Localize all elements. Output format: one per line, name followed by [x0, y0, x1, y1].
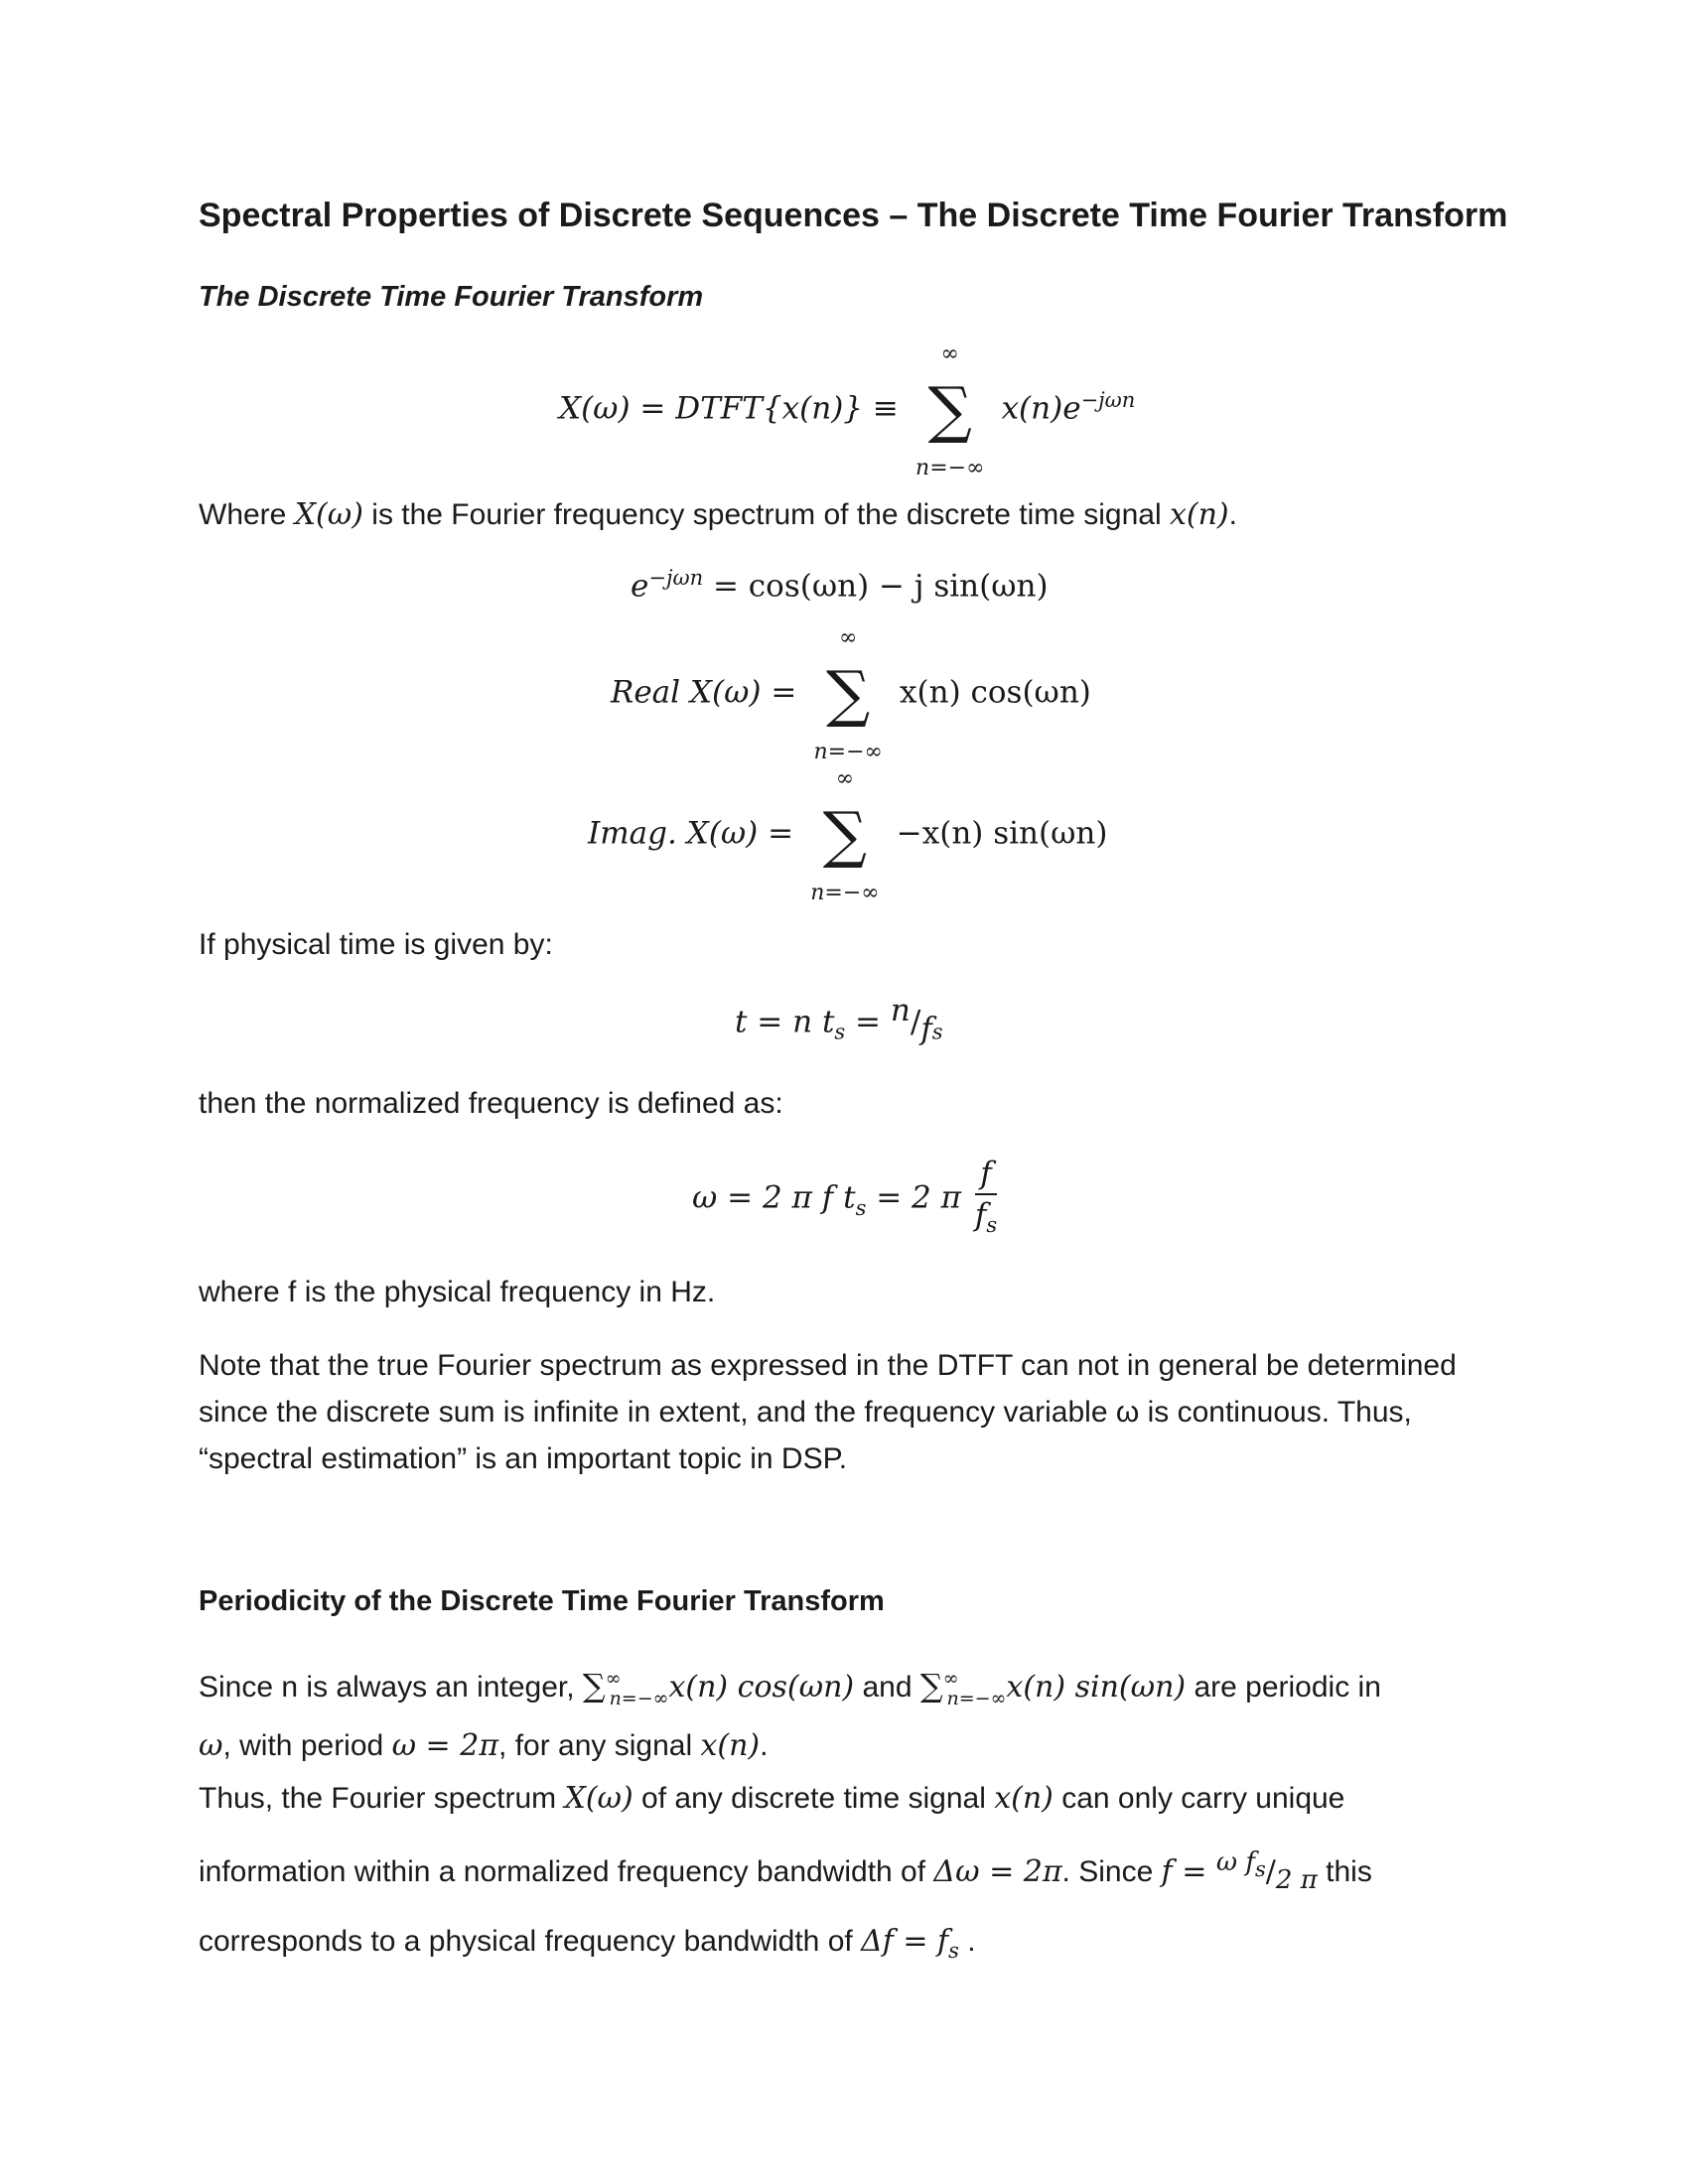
page-title: Spectral Properties of Discrete Sequences – The Discrete Time Fourier Transform: [199, 197, 1508, 234]
dtft-exponent: −jωn: [1080, 388, 1136, 413]
paragraph-physical-bandwidth: corresponds to a physical frequency bandwidth of $\Delta f = f_s$ .: [199, 1924, 976, 1963]
equation-omega: ω = 2 π f $t_s = 2$ π $\frac{f}{f_s}$: [692, 1154, 1001, 1245]
dtft-lhs: X(ω) = DTFT{x(n)} ≡: [559, 390, 899, 427]
summation-symbol: ∞ ∑ n=−∞: [810, 766, 880, 905]
paragraph-bandwidth: information within a normalized frequency bandwidth of Δω = 2π. Since $f = ^{\omega f_s}/_{2 \pi}$ this: [199, 1847, 1372, 1895]
paragraph-spectrum-unique: Thus, the Fourier spectrum X(ω) of any discrete time signal x(n) can only carry unique: [199, 1781, 1345, 1816]
dtft-rhs: x(n)e: [1001, 390, 1081, 427]
paragraph-periodicity: Since n is always an integer, $\sum^\infty_{n=-\infty}x(n)$ cos(ωn) and $\sum^\infty_{n=-\infty}x(n)$ sin(ωn) are periodic in ω, with period ω = 2π, for any signal x(n).: [199, 1667, 1381, 1763]
paragraph-physical-frequency: where f is the physical frequency in Hz.: [199, 1276, 716, 1308]
equation-dtft: [559, 341, 1136, 480]
section-heading-dtft: The Discrete Time Fourier Transform: [199, 281, 704, 313]
equation-imag-part: Imag. X(ω) = ∞ ∑ n=−∞ −x(n) sin(ωn): [588, 766, 1108, 905]
fraction-f-over-fs: $\frac{f}{f_s}$: [974, 1156, 998, 1238]
inline-sum-cos: $\sum^\infty_{n=-\infty}x(n)$ cos(ωn): [582, 1667, 855, 1709]
equation-real-part: Real X(ω) = ∞ ∑ n=−∞ x(n) cos(ωn): [611, 625, 1091, 764]
equation-euler: $e^{-j\omega n} = \cos(\omega n) - j$ sin(ωn): [631, 566, 1049, 605]
paragraph-physical-time: If physical time is given by:: [199, 928, 553, 961]
paragraph-normalized-frequency: then the normalized frequency is defined as:: [199, 1087, 783, 1120]
summation-symbol: ∞ ∑ n=−∞: [813, 625, 883, 764]
paragraph-where: Where X(ω) is the Fourier frequency spectrum of the discrete time signal x(n).: [199, 497, 1237, 532]
summation-symbol: ∞ ∑ n=−∞: [915, 341, 985, 480]
inline-sum-sin: $\sum^\infty_{n=-\infty}x(n)$ sin(ωn): [919, 1667, 1187, 1709]
equation-time: t = n $t_s = ^n/_{fs}$: [735, 993, 943, 1047]
section-heading-periodicity: Periodicity of the Discrete Time Fourier Transform: [199, 1585, 885, 1617]
paragraph-note: Note that the true Fourier spectrum as expressed in the DTFT can not in general be determined since the discrete sum is infinite in extent, and the frequency variable ω is continuous. Thus, “spectral estimation” is an important topic in DSP.: [199, 1349, 1457, 1475]
